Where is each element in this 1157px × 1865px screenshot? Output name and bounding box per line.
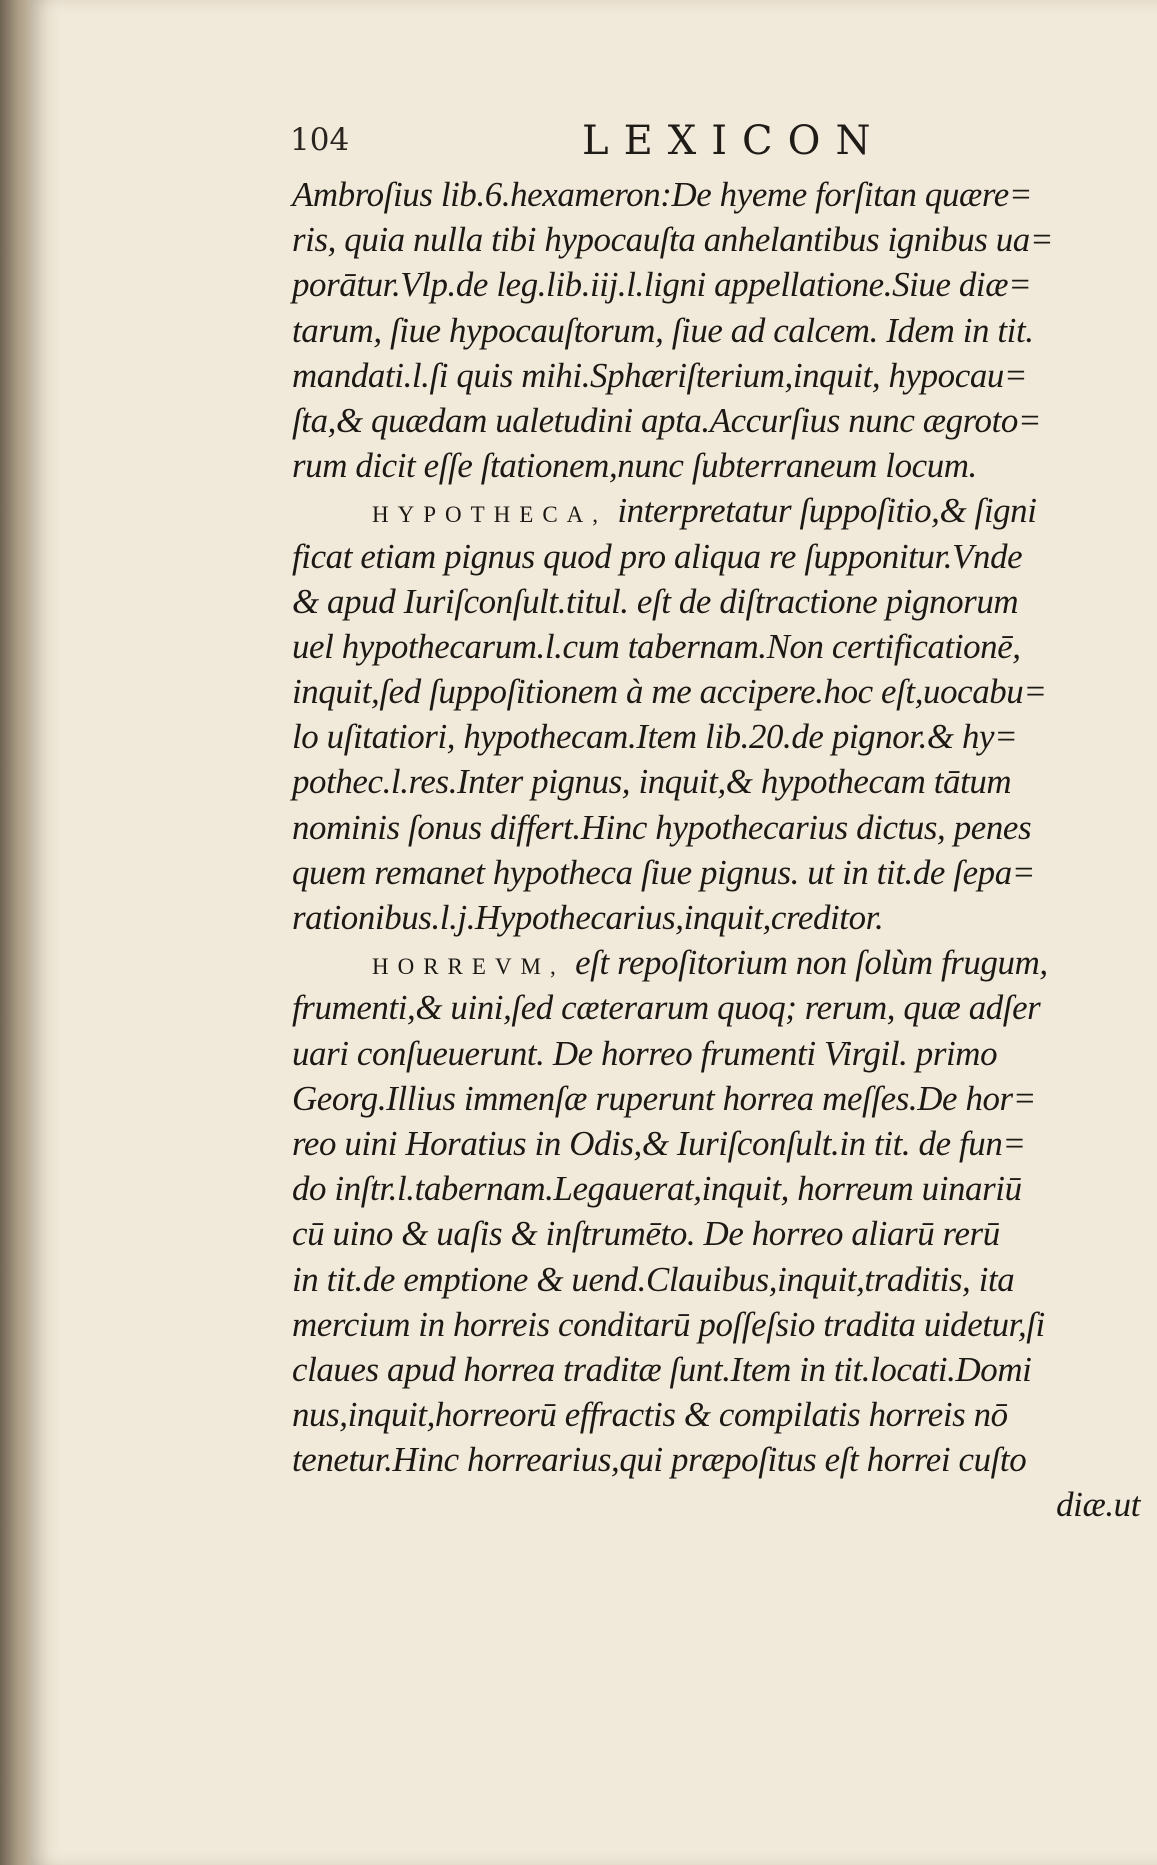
- line-text: mandati.l.ſi quis mihi.Sphæriſterium,inquit, hypocau=: [292, 355, 1028, 395]
- text-line: [292, 1437, 1144, 1482]
- text-line: [292, 398, 1144, 443]
- line-text: lo uſitatiori, hypothecam.Item lib.20.de pignor.& hy=: [292, 717, 1018, 757]
- headword: HORREVM,: [372, 954, 565, 980]
- text-line: [292, 1302, 1144, 1347]
- text-line: [292, 172, 1144, 217]
- text-line: [292, 1076, 1144, 1121]
- text-line: [292, 1257, 1144, 1302]
- text-line: [292, 669, 1144, 714]
- text-line: [292, 1392, 1144, 1437]
- line-text: uel hypothecarum.l.cum tabernam.Non certificationē,: [292, 626, 1021, 666]
- text-line: [292, 895, 1144, 940]
- line-text: porātur.Vlp.de leg.lib.iij.l.ligni appellatione.Siue diæ=: [292, 265, 1032, 305]
- line-text: eſt repoſitorium non ſolùm frugum,: [566, 943, 1048, 983]
- line-text: tenetur.Hinc horrearius,qui præpoſitus eſt horrei cuſto: [292, 1440, 1027, 1480]
- book-page: [30, 0, 1157, 1865]
- line-text: diæ.ut: [1056, 1485, 1140, 1525]
- text-line: [292, 353, 1144, 398]
- line-text: cū uino & uaſis & inſtrumēto. De horreo aliarū rerū: [292, 1214, 1000, 1254]
- text-line: [292, 534, 1144, 579]
- text-line: [292, 217, 1144, 262]
- line-text: claues apud horrea traditæ ſunt.Item in tit.locati.Domi: [292, 1349, 1032, 1389]
- running-head: LEXICON: [582, 118, 886, 164]
- line-text: rum dicit eſſe ſtationem,nunc ſubterraneum locum.: [292, 446, 977, 486]
- text-line: [292, 985, 1144, 1030]
- line-text: mercium in horreis conditarū poſſeſsio tradita uidetur,ſi: [292, 1304, 1045, 1344]
- line-text: ſta,& quædam ualetudini apta.Accurſius nunc ægroto=: [292, 400, 1042, 440]
- text-line: [292, 624, 1144, 669]
- line-text: nus,inquit,horreorū effractis & compilatis horreis nō: [292, 1395, 1008, 1435]
- text-line: [292, 714, 1144, 759]
- line-text: Georg.Illius immenſæ ruperunt horrea meſſes.De hor=: [292, 1078, 1036, 1118]
- text-line: [292, 308, 1144, 353]
- text-line: [292, 1031, 1144, 1076]
- page-number: 104: [290, 122, 350, 158]
- line-text: Ambroſius lib.6.hexameron:De hyeme forſitan quære=: [292, 175, 1032, 214]
- headword: HYPOTHECA,: [372, 502, 608, 528]
- text-line: [292, 759, 1144, 804]
- line-text: quem remanet hypotheca ſiue pignus. ut in tit.de ſepa=: [292, 852, 1035, 892]
- page-header: [290, 118, 1090, 168]
- line-text: in tit.de emptione & uend.Clauibus,inquit,traditis, ita: [292, 1259, 1015, 1299]
- text-line: [292, 579, 1144, 624]
- line-text: pothec.l.res.Inter pignus, inquit,& hypothecam tātum: [292, 762, 1012, 802]
- line-text: uari conſueuerunt. De horreo frumenti Virgil. primo: [292, 1033, 998, 1073]
- line-text: do inſtr.l.tabernam.Legauerat,inquit, horreum uinariū: [292, 1169, 1022, 1209]
- text-line: [292, 850, 1144, 895]
- line-text: nominis ſonus differt.Hinc hypothecarius dictus, penes: [292, 807, 1032, 847]
- line-text: inquit,ſed ſuppoſitionem à me accipere.hoc eſt,uocabu=: [292, 672, 1047, 712]
- text-line: [292, 1347, 1144, 1392]
- line-text: tarum, ſiue hypocauſtorum, ſiue ad calcem. Idem in tit.: [292, 310, 1034, 350]
- entry-heading-line: [292, 488, 1144, 533]
- line-text: interpretatur ſuppoſitio,& ſigni: [609, 491, 1037, 531]
- line-text: rationibus.l.j.Hypothecarius,inquit,creditor.: [292, 898, 884, 937]
- line-text: frumenti,& uini,ſed cæterarum quoq; rerum, quæ adſer: [292, 988, 1041, 1028]
- text-line: [292, 262, 1144, 307]
- text-line: [292, 1211, 1144, 1256]
- text-line: [292, 1482, 1144, 1527]
- text-line: [292, 1121, 1144, 1166]
- line-text: & apud Iuriſconſult.titul. eſt de diſtractione pignorum: [292, 581, 1019, 621]
- text-line: [292, 805, 1144, 850]
- entry-heading-line: [292, 940, 1144, 985]
- text-line: [292, 443, 1144, 488]
- text-line: [292, 1166, 1144, 1211]
- line-text: ficat etiam pignus quod pro aliqua re ſupponitur.Vnde: [292, 536, 1023, 576]
- text-block: [292, 172, 1144, 1528]
- line-text: ris, quia nulla tibi hypocauſta anhelantibus ignibus ua=: [292, 220, 1053, 260]
- line-text: reo uini Horatius in Odis,& Iuriſconſult.in tit. de fun=: [292, 1123, 1026, 1163]
